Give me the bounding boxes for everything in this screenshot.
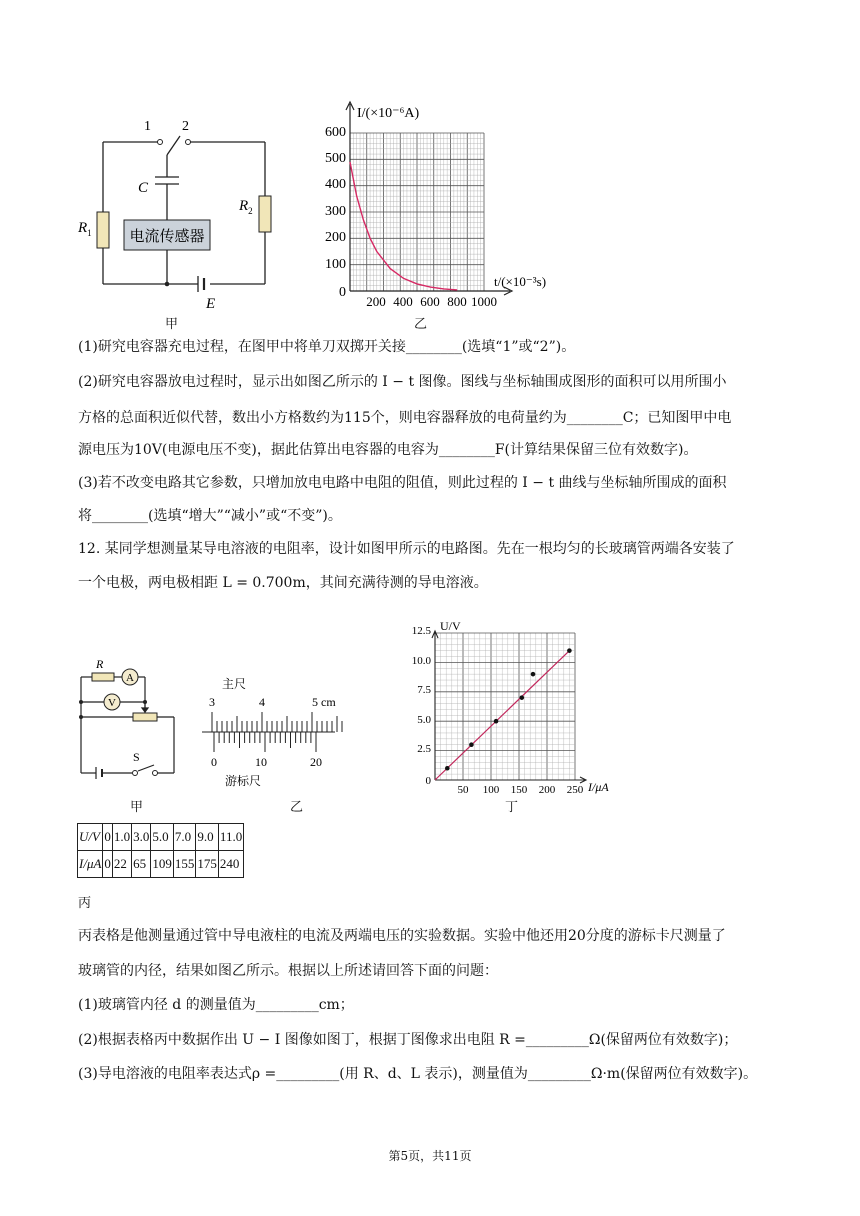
data-point — [445, 766, 450, 771]
main-tick-3: 3 — [209, 695, 215, 709]
r2-label: $R_2$ — [239, 198, 253, 216]
y-axis-label: U/V — [440, 619, 461, 633]
battery-label: E — [206, 296, 216, 312]
ammeter-icon: A — [126, 672, 134, 684]
q11-part2-line2: 方格的总面积近似代替，数出小方格数约为115个，则电容器释放的电荷量约为________C；已知图甲中电 — [78, 410, 732, 426]
main-tick-5cm: 5 cm — [312, 695, 336, 709]
q11-part3-line2: 将________(选填“增大”“减小”或“不变”)。 — [78, 508, 342, 524]
data-point — [531, 672, 536, 677]
y-tick-600: 600 — [325, 125, 346, 140]
y-tick-100: 100 — [325, 257, 346, 272]
table-cell: 7.0 — [173, 824, 196, 851]
measurement-table — [77, 823, 244, 878]
discharge-current-graph — [310, 96, 547, 311]
y-tick-2.5: 2.5 — [417, 743, 431, 755]
figure-caption-jia-top: 甲 — [165, 317, 179, 332]
r-label: R — [96, 657, 104, 671]
page-footer: 第5页，共11页 — [388, 1149, 472, 1163]
y-tick-5.0: 5.0 — [417, 714, 431, 726]
table-cell: 9.0 — [196, 824, 219, 851]
table-row — [78, 851, 244, 878]
data-point — [520, 695, 525, 700]
r1-label: $R_1$ — [78, 220, 92, 238]
vernier-tick-0: 0 — [211, 755, 217, 769]
u-i-graph — [400, 618, 620, 798]
x-tick-800: 800 — [447, 294, 467, 309]
q12-intro-line1: 12. 某同学想测量某导电溶液的电阻率，设计如图甲所示的电路图。先在一根均匀的长玻璃管两端各安装了 — [78, 541, 735, 557]
vernier-scale-label: 游标尺 — [225, 774, 262, 788]
table-cell: 0 — [103, 824, 113, 851]
switch-terminal-1: 1 — [144, 119, 151, 134]
table-cell: 5.0 — [151, 824, 174, 851]
q11-part2-line3: 源电压为10V(电源电压不变)，据此估算出电容器的电容为________F(计算结果保留三位有效数字)。 — [78, 442, 698, 458]
x-tick-200: 200 — [538, 784, 556, 796]
y-tick-0: 0 — [425, 775, 431, 787]
main-scale-label: 主尺 — [222, 677, 247, 691]
table-cell: 175 — [196, 851, 219, 878]
table-cell: 109 — [151, 851, 174, 878]
y-tick-12.5: 12.5 — [411, 625, 431, 637]
table-cell: 1.0 — [112, 824, 131, 851]
table-cell: 11.0 — [218, 824, 243, 851]
x-tick-250: 250 — [566, 784, 584, 796]
switch-label: S — [133, 750, 140, 764]
vernier-caliper-figure — [195, 675, 355, 795]
main-tick-4: 4 — [259, 695, 265, 709]
current-sensor-label: 电流传感器 — [129, 227, 205, 245]
data-point — [494, 719, 499, 724]
data-point — [567, 648, 572, 653]
y-axis-label: I/(×10⁻⁶A) — [357, 106, 420, 121]
resistivity-circuit-diagram — [72, 655, 187, 783]
q12-part3: (3)导电溶液的电阻率表达式ρ =_________(用 R、d、L 表示)，测量值为_________Ω·m(保留两位有效数字)。 — [78, 1066, 758, 1082]
x-tick-50: 50 — [457, 784, 469, 796]
capacitor-label: C — [138, 180, 149, 196]
vernier-tick-20: 20 — [310, 755, 322, 769]
q12-intro-line2: 一个电极，两电极相距 L = 0.700m，其间充满待测的导电溶液。 — [78, 575, 488, 591]
switch-terminal-2: 2 — [182, 119, 189, 134]
x-tick-200: 200 — [366, 294, 386, 309]
vernier-tick-10: 10 — [255, 755, 267, 769]
q11-part1: (1)研究电容器充电过程，在图甲中将单刀双掷开关接________(选填“1”或“2”)。 — [78, 339, 576, 355]
figure-caption-jia-q12: 甲 — [130, 800, 144, 815]
y-tick-300: 300 — [325, 204, 346, 219]
x-axis-label: I/μA — [588, 780, 609, 794]
table-cell: 0 — [103, 851, 113, 878]
x-tick-400: 400 — [393, 294, 413, 309]
table-cell: 22 — [112, 851, 131, 878]
q12-body-line1: 丙表格是他测量通过管中导电液柱的电流及两端电压的实验数据。实验中他还用20分度的游标卡尺测量了 — [78, 928, 726, 944]
table-row-head: U/V — [78, 824, 103, 851]
y-tick-0: 0 — [339, 285, 346, 300]
table-cell: 3.0 — [132, 824, 151, 851]
x-tick-1000: 1000 — [471, 294, 497, 309]
table-caption-bing: 丙 — [78, 896, 92, 911]
y-tick-400: 400 — [325, 177, 346, 192]
table-row — [78, 824, 244, 851]
y-tick-7.5: 7.5 — [417, 684, 431, 696]
x-axis-label: t/(×10⁻³s) — [494, 274, 547, 289]
q12-body-line2: 玻璃管的内径，结果如图乙所示。根据以上所述请回答下面的问题： — [78, 963, 498, 979]
table-cell: 240 — [218, 851, 243, 878]
q11-part2-line1: (2)研究电容器放电过程时，显示出如图乙所示的 I − t 图像。图线与坐标轴围成图形的面积可以用所围小 — [78, 374, 727, 390]
x-tick-150: 150 — [510, 784, 528, 796]
y-tick-200: 200 — [325, 230, 346, 245]
y-tick-10.0: 10.0 — [411, 655, 431, 667]
figure-caption-yi-top: 乙 — [414, 317, 428, 332]
q11-part3-line1: (3)若不改变电路其它参数，只增加放电电路中电阻的阻值，则此过程的 I − t 曲线与坐标轴所围成的面积 — [78, 475, 727, 491]
figure-caption-yi-q12: 乙 — [290, 800, 304, 815]
x-tick-100: 100 — [482, 784, 500, 796]
table-row-head: I/μA — [78, 851, 103, 878]
y-tick-500: 500 — [325, 151, 346, 166]
figure-caption-ding: 丁 — [505, 800, 519, 815]
data-point — [469, 742, 474, 747]
capacitor-circuit-diagram — [70, 112, 290, 312]
x-tick-600: 600 — [420, 294, 440, 309]
q12-part1: (1)玻璃管内径 d 的测量值为_________cm； — [78, 997, 354, 1013]
table-cell: 65 — [132, 851, 151, 878]
table-cell: 155 — [173, 851, 196, 878]
voltmeter-icon: V — [108, 697, 116, 709]
q12-part2: (2)根据表格丙中数据作出 U − I 图像如图丁，根据丁图像求出电阻 R =_________Ω(保留两位有效数字)； — [78, 1032, 738, 1048]
